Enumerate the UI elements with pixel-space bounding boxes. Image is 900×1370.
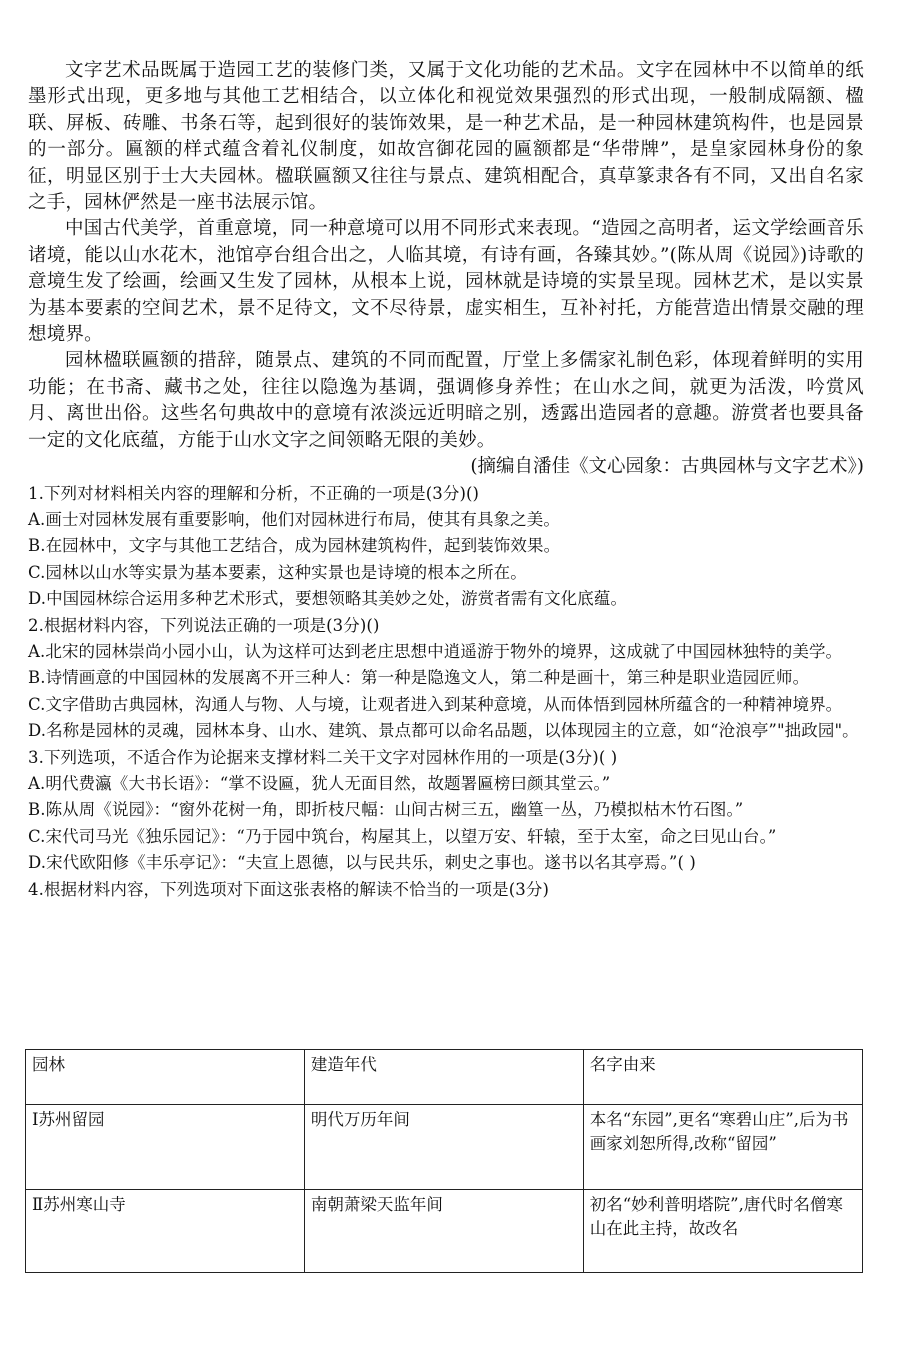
table-cell: 初名“妙利普明塔院”,唐代时名僧寒山在此主持，故改名	[583, 1190, 862, 1273]
table-cell: 明代万历年间	[304, 1105, 583, 1190]
table-header-row	[26, 1050, 863, 1105]
question-2-option-d: D.名称是园林的灵魂，园林本身、山水、建筑、景点都可以命名品题，以体现园主的立意，如“沧浪亭”"拙政园"。	[28, 721, 859, 741]
question-1-option-a: A.画士对园林发展有重要影响，他们对园林进行布局，使其有具象之美。	[28, 509, 560, 529]
question-3-option-c: C.宋代司马光《独乐园记》：“乃于园中筑台，构屋其上，以望万安、轩辕，至于太室，命之曰见山台。”	[28, 826, 777, 846]
question-1-option-b: B.在园林中，文字与其他工艺结合，成为园林建筑构件，起到装饰效果。	[28, 536, 561, 556]
table-header-cell: 建造年代	[304, 1050, 583, 1105]
garden-table	[25, 1049, 863, 1273]
question-3-option-a: A.明代费瀛《大书长语》：“掌不设匾，犹人无面目然，故题署匾榜曰颜其堂云。”	[28, 773, 611, 793]
question-3-option-d: D.宋代欧阳修《丰乐亭记》：“夫宣上恩德，以与民共乐，刺史之事也。遂书以名其亭焉。”( )	[28, 853, 696, 873]
question-3-option-b: B.陈从周《说园》：“窗外花树一角，即折枝尺幅：山间古树三五，幽篁一丛，乃模拟枯木竹石图。”	[28, 800, 744, 820]
passage-paragraph-3: 园林楹联匾额的措辞，随景点、建筑的不同而配置，厅堂上多儒家礼制色彩，体现着鲜明的实用功能；在书斋、藏书之处，往往以隐逸为基调，强调修身养性；在山水之间，就更为活泼，吟赏风月、离世出俗。这些名句典故中的意境有浓淡远近明暗之别，透露出造园者的意趣。游赏者也要具备一定的文化底蕴，方能于山水文字之间领略无限的美妙。	[28, 350, 864, 451]
question-1-option-d: D.中国园林综合运用多种艺术形式，要想领略其美妙之处，游赏者需有文化底蕴。	[28, 589, 628, 609]
table-row	[26, 1190, 863, 1273]
table-cell: 本名“东园”,更名“寒碧山庄”,后为书画家刘恕所得,改称“留园”	[583, 1105, 862, 1190]
table-header-cell: 名字由来	[583, 1050, 862, 1105]
table-header-cell: 园林	[26, 1050, 305, 1105]
exam-page	[28, 58, 864, 903]
question-1-option-c: C.园林以山水等实景为基本要素，这种实景也是诗境的根本之所在。	[28, 562, 527, 582]
table-cell: 南朝萧梁天监年间	[304, 1190, 583, 1273]
table-cell: Ⅰ苏州留园	[26, 1105, 305, 1190]
passage-paragraph-2: 中国古代美学，首重意境，同一种意境可以用不同形式来表现。“造园之高明者，运文学绘画音乐诸境，能以山水花木，池馆亭台组合出之，人临其境，有诗有画，各臻其妙。”(陈从周《说园》)诗歌的意境生发了绘画，绘画又生发了园林，从根本上说，园林就是诗境的实景呈现。园林艺术，是以实景为基本要素的空间艺术，景不足待文，文不尽待景，虚实相生，互补衬托，方能营造出情景交融的理想境界。	[28, 218, 864, 346]
table-cell: Ⅱ苏州寒山寺	[26, 1190, 305, 1273]
question-2	[28, 613, 864, 745]
passage-paragraph-1: 文字艺术品既属于造园工艺的装修门类，又属于文化功能的艺术品。文字在园林中不以简单的纸墨形式出现，更多地与其他工艺相结合，以立体化和视觉效果强烈的形式出现，一般制成隔额、楹联、屏板、砖雕、书条石等，起到很好的装饰效果，是一种艺术品，是一种园林建筑构件，也是园景的一部分。匾额的样式蕴含着礼仪制度，如故宫御花园的匾额都是“华带牌”，是皇家园林身份的象征，明显区别于士大夫园林。楹联匾额又往往与景点、建筑相配合，真草篆隶各有不同，又出自名家之手，园林俨然是一座书法展示馆。	[28, 60, 864, 214]
question-3	[28, 745, 864, 877]
question-2-stem: 2.根据材料内容，下列说法正确的一项是(3分)()	[28, 615, 380, 635]
question-2-option-a: A.北宋的园林崇尚小园小山，认为这样可达到老庄思想中逍遥游于物外的境界，这成就了中国园林独特的美学。	[28, 641, 843, 661]
question-3-stem: 3.下列选项，不适合作为论据来支撑材料二关干文字对园林作用的一项是(3分)( )	[28, 747, 618, 767]
question-2-option-b: B.诗情画意的中国园林的发展离不开三种人：第一种是隐逸文人，第二种是画十，第三种是职业造园匠师。	[28, 668, 810, 688]
table-row	[26, 1105, 863, 1190]
question-4	[28, 877, 864, 903]
passage-source: (摘编自潘佳《文心园象：古典园林与文字艺术》)	[470, 456, 864, 478]
question-1	[28, 481, 864, 613]
question-2-option-c: C.文字借助古典园林，沟通人与物、人与境，让观者进入到某种意境，从而体悟到园林所蕴含的一种精神境界。	[28, 694, 843, 714]
question-1-stem: 1.下列对材料相关内容的理解和分析，不正确的一项是(3分)()	[28, 483, 480, 503]
question-4-stem: 4.根据材料内容，下列选项对下面这张表格的解读不恰当的一项是(3分)	[28, 879, 550, 899]
